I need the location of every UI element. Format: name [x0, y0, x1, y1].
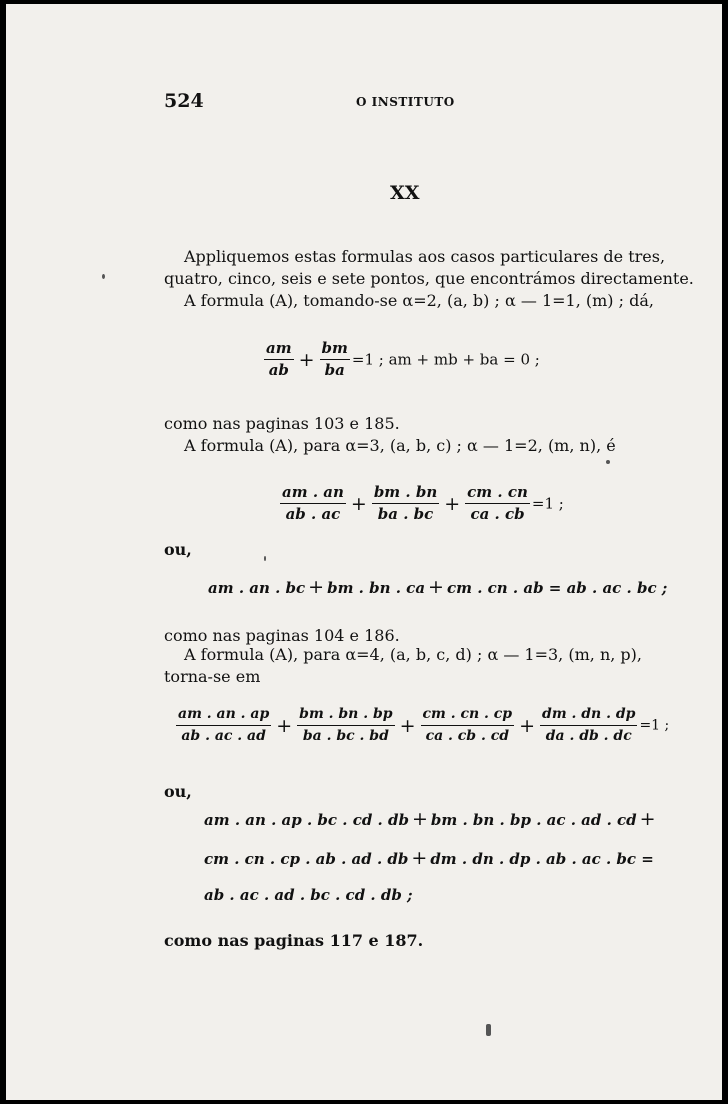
para1-line2: quatro, cinco, seis e sete pontos, que encontrámos directamente. [164, 269, 694, 288]
fraction: $\frac{cm . cn . cp}{ca . cb . cd}$ [422, 706, 513, 744]
running-title: O INSTITUTO [356, 95, 455, 109]
fraction: $\frac{am}{ab}$ [266, 339, 292, 379]
fraction: $\frac{cm . cn}{ca . cb}$ [467, 483, 528, 523]
fraction: $\frac{bm}{ba}$ [321, 339, 348, 379]
paper-speck [486, 1024, 491, 1036]
para3-line2: torna-se em [164, 667, 261, 686]
equation-3: $\frac{am . an . ap}{ab . ac . ad}$ + $\frac{bm . bn . bp}{ba . bc . bd}$ + $\frac{cm . cn . cp}{ca . cb . cd}$ + $\frac{dm . dn . dp}{da . db . dc}$ =1 ; [174, 704, 669, 747]
page-number: 524 [164, 90, 204, 112]
ou-2: ou, [164, 782, 192, 801]
reference-1: como nas paginas 103 e 185. [164, 414, 400, 433]
equation-3b-line3: ab . ac . ad . bc . cd . db ; [204, 886, 413, 904]
fraction: $\frac{am . an}{ab . ac}$ [282, 483, 344, 523]
section-title: XX [390, 182, 420, 204]
fraction: $\frac{bm . bn}{ba . bc}$ [373, 483, 438, 523]
equation-1: $\frac{am}{ab}$ + $\frac{bm}{ba}$ =1 ; am + mb + ba = 0 ; [266, 339, 540, 379]
fraction: $\frac{bm . bn . bp}{ba . bc . bd}$ [299, 706, 393, 744]
fraction: $\frac{dm . dn . dp}{da . db . dc}$ [542, 706, 636, 744]
para1-line3: A formula (A), tomando-se α=2, (a, b) ; α — 1=1, (m) ; dá, [184, 291, 654, 310]
ou-1: ou, [164, 540, 192, 559]
para2: A formula (A), para α=3, (a, b, c) ; α — 1=2, (m, n), é [184, 436, 616, 455]
paper-speck [606, 460, 610, 464]
equation-2: $\frac{am . an}{ab . ac}$ + $\frac{bm . bn}{ba . bc}$ + $\frac{cm . cn}{ca . cb}$ =1 ; [282, 483, 564, 523]
equation-3b-line2: cm . cn . cp . ab . ad . db + dm . dn . dp . ab . ac . bc = [204, 847, 654, 869]
reference-2: como nas paginas 104 e 186. [164, 626, 400, 645]
reference-3: como nas paginas 117 e 187. [164, 931, 424, 950]
equation-2b: am . an . bc + bm . bn . ca + cm . cn . ab = ab . ac . bc ; [208, 576, 668, 598]
fraction: $\frac{am . an . ap}{ab . ac . ad}$ [178, 706, 270, 744]
page [6, 4, 722, 1100]
paper-speck [264, 556, 266, 561]
para1-line1: Appliquemos estas formulas aos casos particulares de tres, [184, 247, 666, 266]
paper-speck [102, 274, 105, 279]
equation-3b-line1: am . an . ap . bc . cd . db + bm . bn . bp . ac . ad . cd + [204, 808, 656, 830]
para3-line1: A formula (A), para α=4, (a, b, c, d) ; α — 1=3, (m, n, p), [184, 645, 642, 664]
